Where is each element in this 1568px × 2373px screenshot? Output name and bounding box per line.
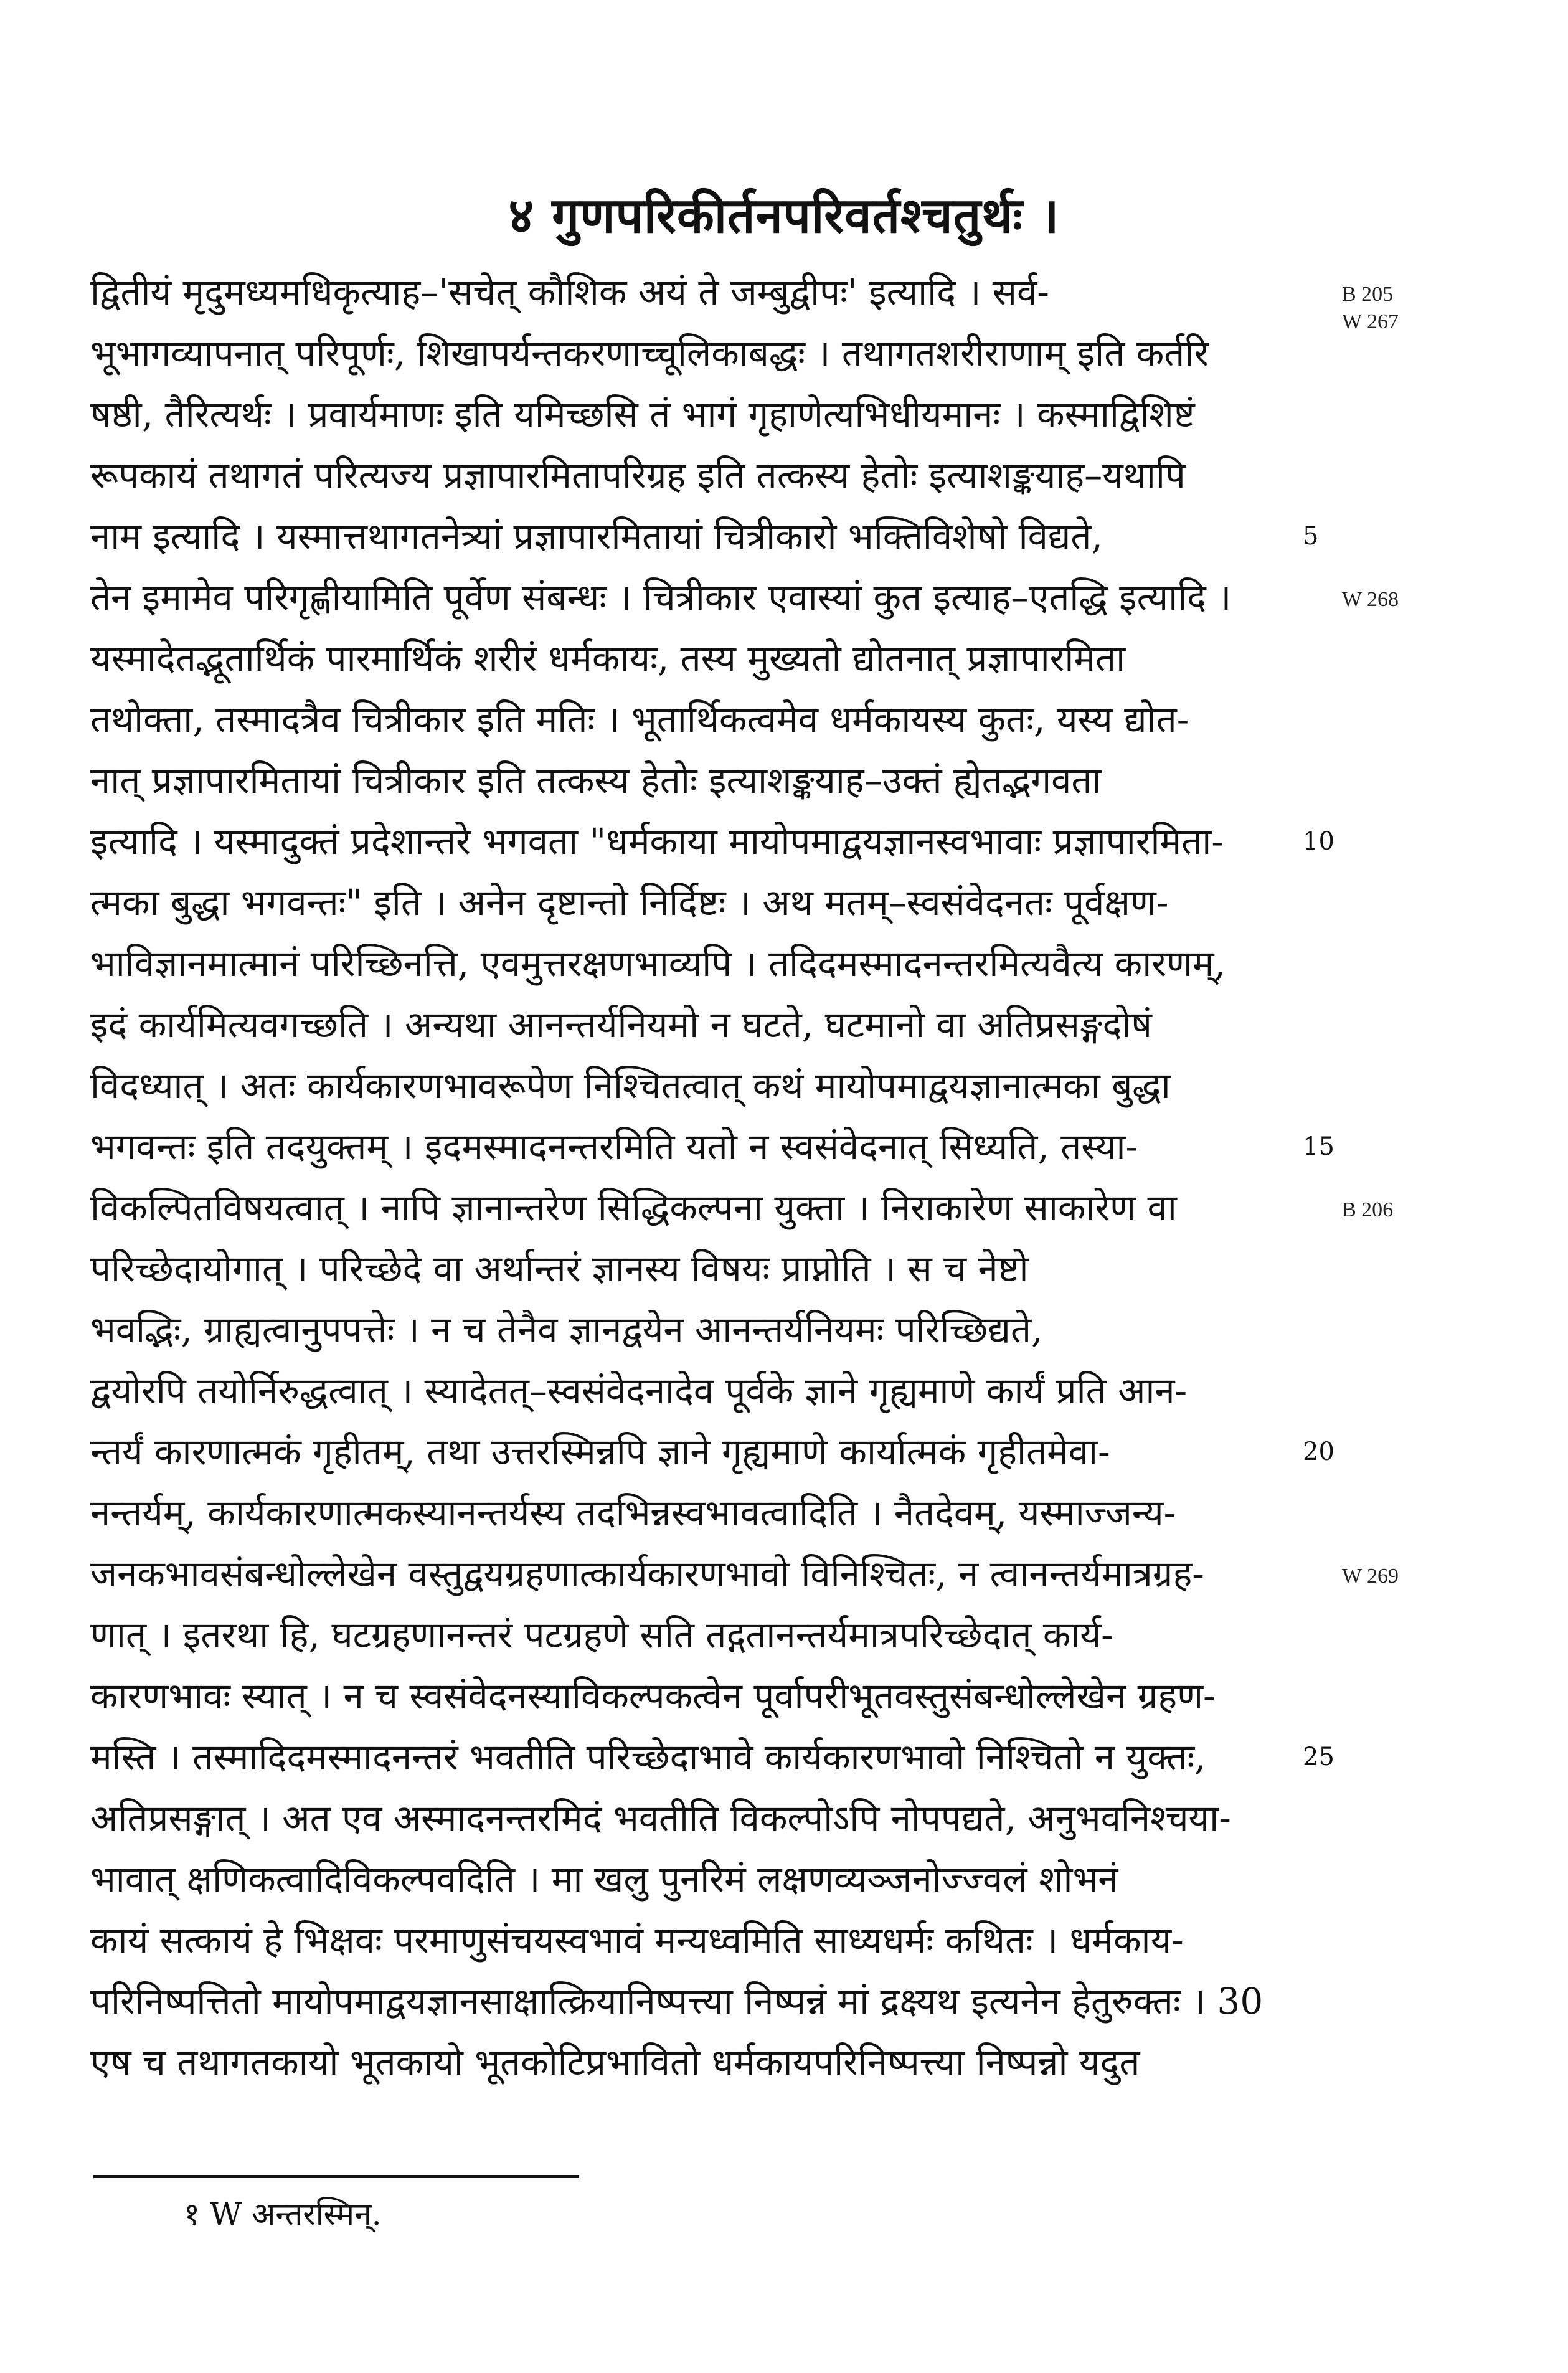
- text-line: इदं कार्यमित्यवगच्छति । अन्यथा आनन्तर्यनियमो न घटते, घटमानो वा अतिप्रसङ्गदोषं: [90, 1003, 1152, 1046]
- text-line: यस्मादेतद्भूतार्थिकं पारमार्थिकं शरीरं धर्मकायः, तस्य मुख्यतो द्योतनात् प्रज्ञापारमिता: [90, 637, 1126, 680]
- text-line: तेन इमामेव परिगृह्णीयामिति पूर्वेण संबन्धः । चित्रीकार एवास्यां कुत इत्याह–एतद्धि इत्यादि ।: [90, 576, 1232, 618]
- text-line: विदध्यात् । अतः कार्यकारणभावरूपेण निश्चितत्वात् कथं मायोपमाद्वयज्ञानात्मका बुद्धा: [90, 1064, 1171, 1107]
- margin-reference: B 205: [1342, 283, 1394, 306]
- text-line: त्मका बुद्धा भगवन्तः" इति । अनेन दृष्टान्तो निर्दिष्टः । अथ मतम्–स्वसंवेदनतः पूर्वक्षण-: [90, 881, 1169, 924]
- text-line: भाविज्ञानमात्मानं परिच्छिनत्ति, एवमुत्तरक्षणभाव्यपि । तदिदमस्मादनन्तरमित्यवैत्य कारणम्,: [90, 942, 1226, 985]
- text-line: द्वयोरपि तयोर्निरुद्धत्वात् । स्यादेतत्–स्वसंवेदनादेव पूर्वके ज्ञाने गृह्यमाणे कार्यं प्रति आन-: [90, 1370, 1188, 1412]
- chapter-title: ४ गुणपरिकीर्तनपरिवर्तश्चतुर्थः ।: [508, 187, 1060, 244]
- text-line: षष्ठी, तैरित्यर्थः । प्रवार्यमाणः इति यमिच्छसि तं भागं गृहाणेत्यभिधीयमानः । कस्माद्विशिष्टं: [90, 393, 1195, 435]
- footnote-rule: [93, 2175, 579, 2178]
- text-line: भूभागव्यापनात् परिपूर्णः, शिखापर्यन्तकरणाच्चूलिकाबद्धः । तथागतशरीराणाम् इति कर्तरि: [90, 332, 1209, 374]
- text-line: नन्तर्यम्, कार्यकारणात्मकस्यानन्तर्यस्य तदभिन्नस्वभावत्वादिति । नैतदेवम्, यस्माज्जन्य-: [90, 1492, 1176, 1534]
- line-number: 15: [1303, 1132, 1334, 1161]
- line-number: 25: [1303, 1743, 1334, 1771]
- text-line: विकल्पितविषयत्वात् । नापि ज्ञानान्तरेण सिद्धिकल्पना युक्ता । निराकारेण साकारेण वा: [90, 1186, 1177, 1229]
- body-text: [90, 262, 1305, 2093]
- margin-reference: W 269: [1342, 1565, 1399, 1588]
- text-line: कारणभावः स्यात् । न च स्वसंवेदनस्याविकल्पकत्वेन पूर्वापरीभूतवस्तुसंबन्धोल्लेखेन ग्रहण-: [90, 1675, 1216, 1717]
- footnote: १ W अन्तरस्मिन्.: [184, 2196, 382, 2232]
- text-line: रूपकायं तथागतं परित्यज्य प्रज्ञापारमितापरिग्रह इति तत्कस्य हेतोः इत्याशङ्कयाह–यथापि: [90, 454, 1186, 496]
- text-line: मस्ति । तस्मादिदमस्मादनन्तरं भवतीति परिच्छेदाभावे कार्यकारणभावो निश्चितो न युक्तः,: [90, 1736, 1206, 1778]
- margin-reference: B 206: [1342, 1198, 1394, 1221]
- text-line: भवद्भिः, ग्राह्यत्वानुपपत्तेः । न च तेनैव ज्ञानद्वयेन आनन्तर्यनियमः परिच्छिद्यते,: [90, 1309, 1043, 1351]
- text-line: द्वितीयं मृदुमध्यमधिकृत्याह–'सचेत् कौशिक अयं ते जम्बुद्वीपः' इत्यादि । सर्व-: [90, 271, 1049, 313]
- text-line: भगवन्तः इति तदयुक्तम् । इदमस्मादनन्तरमिति यतो न स्वसंवेदनात् सिध्यति, तस्या-: [90, 1125, 1138, 1168]
- line-number: 20: [1303, 1438, 1334, 1466]
- text-line: इत्यादि । यस्मादुक्तं प्रदेशान्तरे भगवता "धर्मकाया मायोपमाद्वयज्ञानस्वभावाः प्रज्ञापारमिता-: [90, 820, 1224, 863]
- text-line: नाम इत्यादि । यस्मात्तथागतनेत्र्यां प्रज्ञापारमितायां चित्रीकारो भक्तिविशेषो विद्यते,: [90, 515, 1103, 557]
- text-line: जनकभावसंबन्धोल्लेखेन वस्तुद्वयग्रहणात्कार्यकारणभावो विनिश्चितः, न त्वानन्तर्यमात्रग्रह-: [90, 1553, 1204, 1595]
- line-number: 10: [1303, 827, 1334, 856]
- text-line: कायं सत्कायं हे भिक्षवः परमाणुसंचयस्वभावं मन्यध्वमिति साध्यधर्मः कथितः । धर्मकाय-: [90, 1919, 1184, 1961]
- margin-reference: W 267: [1342, 310, 1399, 333]
- text-line: भावात् क्षणिकत्वादिविकल्पवदिति । मा खलु पुनरिमं लक्षणव्यञ्जनोज्ज्वलं शोभनं: [90, 1858, 1118, 1900]
- text-line: परिच्छेदायोगात् । परिच्छेदे वा अर्थान्तरं ज्ञानस्य विषयः प्राप्नोति । स च नेष्टो: [90, 1248, 1029, 1290]
- text-line: णात् । इतरथा हि, घटग्रहणानन्तरं पटग्रहणे सति तद्गतानन्तर्यमात्रपरिच्छेदात् कार्य-: [90, 1614, 1113, 1656]
- text-line: न्तर्यं कारणात्मकं गृहीतम्, तथा उत्तरस्मिन्नपि ज्ञाने गृह्यमाणे कार्यात्मकं गृहीतमेवा-: [90, 1431, 1110, 1473]
- line-number: 5: [1303, 522, 1319, 551]
- text-line: अतिप्रसङ्गात् । अत एव अस्मादनन्तरमिदं भवतीति विकल्पोऽपि नोपपद्यते, अनुभवनिश्चया-: [90, 1797, 1231, 1839]
- text-line: एष च तथागतकायो भूतकायो भूतकोटिप्रभावितो धर्मकायपरिनिष्पत्त्या निष्पन्नो यदुत: [90, 2041, 1140, 2083]
- text-line: परिनिष्पत्तितो मायोपमाद्वयज्ञानसाक्षात्क्रियानिष्पत्त्या निष्पन्नं मां द्रक्ष्यथ इत्यनेन हेतुरुक्तः । 30: [90, 1980, 1263, 2022]
- margin-reference: W 268: [1342, 588, 1399, 611]
- text-line: तथोक्ता, तस्मादत्रैव चित्रीकार इति मतिः । भूतार्थिकत्वमेव धर्मकायस्य कुतः, यस्य द्योत-: [90, 698, 1189, 741]
- text-line: नात् प्रज्ञापारमितायां चित्रीकार इति तत्कस्य हेतोः इत्याशङ्कयाह–उक्तं ह्येतद्भगवता: [90, 759, 1102, 802]
